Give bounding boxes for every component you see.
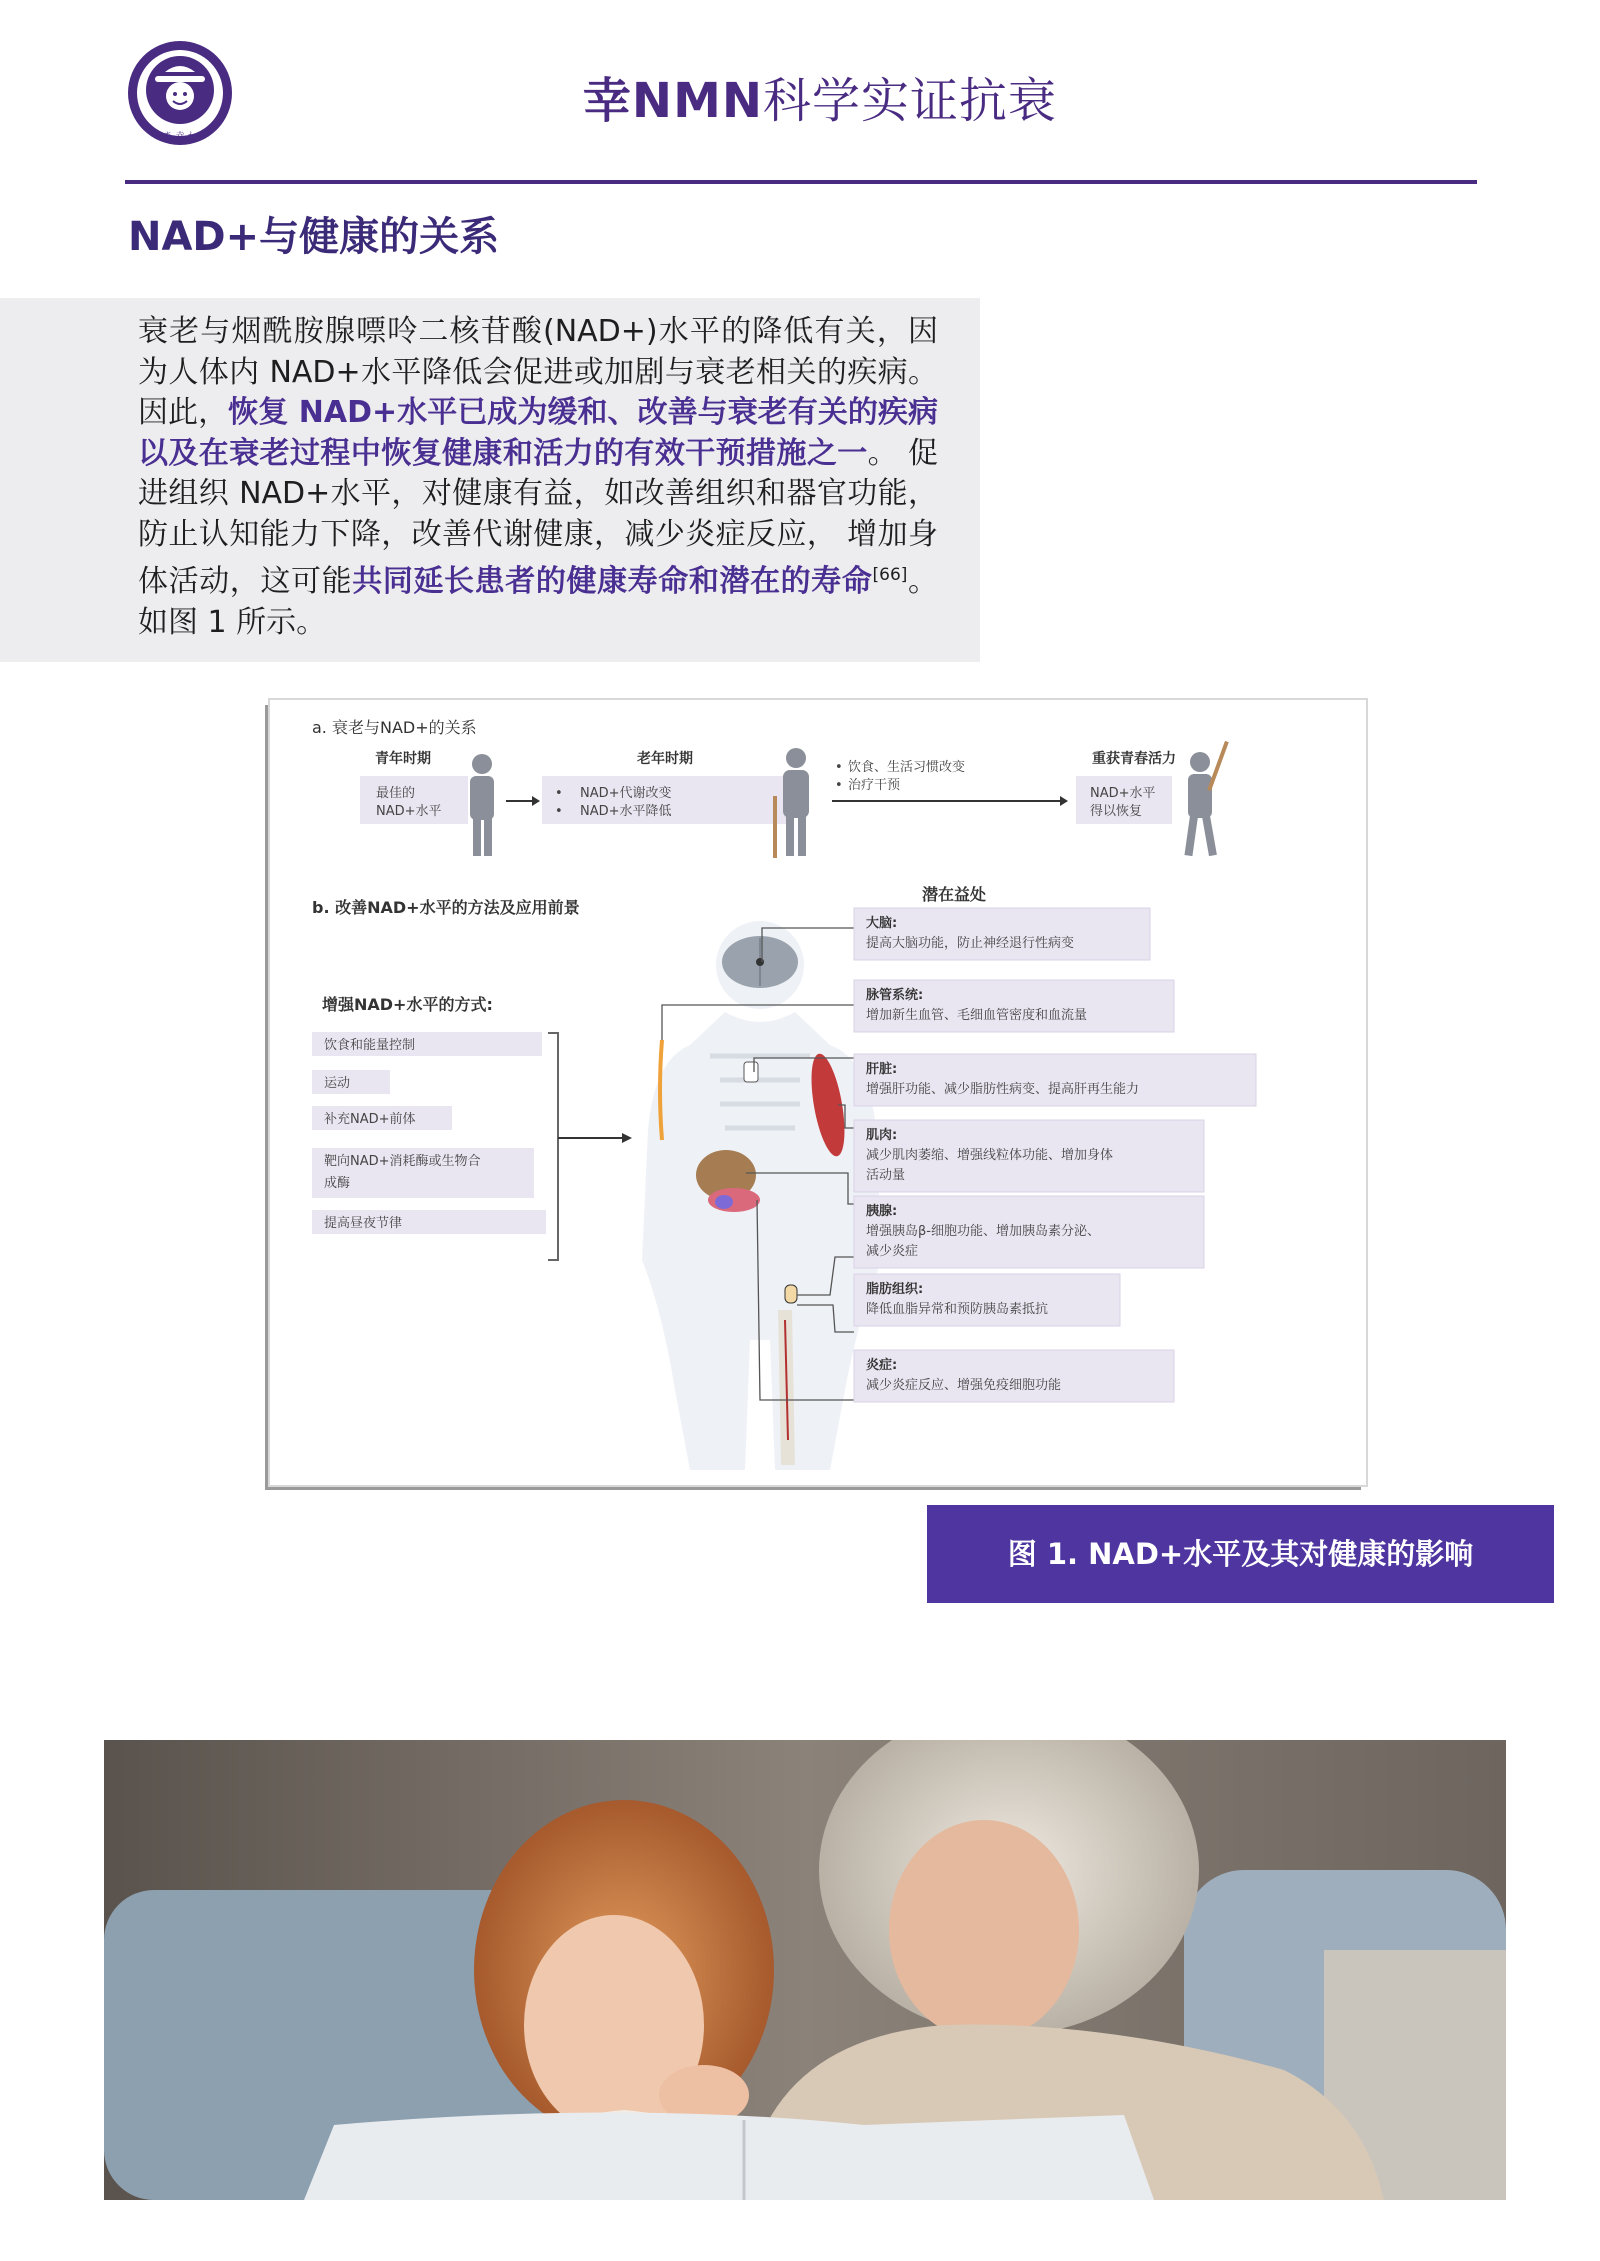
benefits-list [854, 908, 1256, 1402]
svg-text:•: • [835, 778, 843, 793]
intro-text-3: 。 如图 1 所示。 [138, 564, 939, 640]
benefit-desc-3-line-0: 减少肌肉萎缩、增强线粒体功能、增加身体 [866, 1148, 1114, 1163]
intro-text-1: 衰老与烟酰胺腺嘌呤二核苷酸(NAD+)水平的降低有关，因为人体内 NAD+水平降低会促进或加剧与衰老相关的疾病。因此， [138, 314, 938, 430]
benefit-desc-3-line-1: 活动量 [866, 1168, 906, 1183]
figure-caption: 图 1. NAD+水平及其对健康的影响 [1007, 1537, 1474, 1571]
benefit-box-0 [854, 908, 1150, 960]
part-a-title: a. 衰老与NAD+的关系 [312, 718, 477, 737]
youth-box-line-1: 最佳的 [376, 786, 416, 801]
intro-highlight-1: 恢复 NAD+水平已成为缓和、改善与衰老有关的疾病以及在衰老过程中恢复健康和活力的有效干预措施之一 [138, 395, 939, 471]
old-box-line-2: NAD+水平降低 [580, 804, 672, 819]
svg-text:•: • [835, 760, 843, 775]
benefit-desc-6-line-0: 减少炎症反应、增强免疫细胞功能 [866, 1378, 1062, 1393]
part-b-title: b. 改善NAD+水平的方法及应用前景 [312, 898, 580, 917]
old-label: 老年时期 [637, 751, 693, 767]
active-person-icon [1184, 741, 1228, 856]
brand-logo [125, 38, 235, 148]
method-item-4-line-0: 提高昼夜节律 [324, 1216, 403, 1231]
benefit-desc-2-line-0: 增强肝功能、减少脂肪性病变、提高肝再生能力 [866, 1082, 1140, 1097]
renewed-label: 重获青春活力 [1092, 751, 1176, 767]
logo-text: しあ·幸·わせ [154, 132, 206, 142]
header-title-brand: 幸NMN [582, 73, 764, 129]
old-box-line-1: NAD+代谢改变 [580, 786, 672, 801]
figure-1 [270, 700, 1366, 1485]
benefit-name-0: 大脑: [866, 916, 898, 931]
header-divider [125, 180, 1477, 184]
youth-box-line-2: NAD+水平 [376, 804, 442, 819]
renewed-box-line-1: NAD+水平 [1090, 786, 1156, 801]
methods-list [312, 1032, 546, 1234]
adipose-icon [785, 1285, 797, 1303]
header-title [520, 62, 1120, 131]
method-item-2-line-0: 补充NAD+前体 [324, 1112, 416, 1127]
benefit-name-1: 脉管系统: [866, 988, 924, 1003]
methods-bracket [548, 1033, 558, 1260]
svg-text:•: • [555, 804, 563, 819]
benefit-box-2 [854, 1054, 1256, 1106]
benefit-name-5: 脂肪组织: [866, 1282, 924, 1297]
human-body-illustration [642, 921, 882, 1470]
method-item-0-line-0: 饮食和能量控制 [324, 1038, 416, 1053]
photo-grandmother-reading-with-girl [104, 1740, 1506, 2200]
benefit-desc-1-line-0: 增加新生血管、毛细血管密度和血流量 [866, 1008, 1088, 1023]
method-item-3-line-0: 靶向NAD+消耗酶或生物合 [324, 1154, 481, 1169]
section-title: NAD+与健康的关系 [128, 214, 500, 260]
intro-highlight-2: 共同延长患者的健康寿命和潜在的寿命 [352, 564, 873, 599]
open-book [304, 2113, 1154, 2201]
intro-paragraph [138, 312, 938, 643]
renewed-box-line-2: 得以恢复 [1090, 804, 1143, 819]
benefit-name-4: 胰腺: [866, 1204, 898, 1219]
benefit-desc-5-line-0: 降低血脂异常和预防胰岛素抵抗 [866, 1302, 1049, 1317]
method-item-3-line-1: 成酶 [324, 1176, 351, 1191]
intervention-line-2: 治疗干预 [848, 778, 901, 793]
intervention-line-1: 饮食、生活习惯改变 [848, 760, 966, 775]
header-title-rest: 科学实证抗衰 [763, 73, 1058, 129]
grandmother-face [889, 1820, 1079, 2040]
methods-title: 增强NAD+水平的方式: [322, 995, 493, 1014]
intro-text-2: 。 促进组织 NAD+水平，对健康有益，如改善组织和器官功能，防止认知能力下降，改善代谢健康，减少炎症反应， 增加身体活动，这可能 [138, 435, 938, 599]
benefit-name-6: 炎症: [866, 1358, 898, 1373]
benefits-title: 潜在益处 [922, 885, 987, 904]
benefit-box-6 [854, 1350, 1174, 1402]
svg-text:•: • [555, 786, 563, 801]
benefit-name-2: 肝脏: [866, 1062, 898, 1077]
reference-marker: [66] [872, 565, 908, 585]
benefit-desc-4-line-1: 减少炎症 [866, 1244, 919, 1259]
youth-label: 青年时期 [375, 751, 431, 767]
benefit-desc-4-line-0: 增强胰岛β-细胞功能、增加胰岛素分泌、 [866, 1224, 1100, 1239]
benefit-name-3: 肌肉: [866, 1128, 898, 1143]
method-item-1-line-0: 运动 [324, 1076, 351, 1091]
blood-vessel-icon [660, 1040, 662, 1140]
benefit-desc-0-line-0: 提高大脑功能，防止神经退行性病变 [866, 936, 1075, 951]
young-person-icon [470, 754, 494, 856]
